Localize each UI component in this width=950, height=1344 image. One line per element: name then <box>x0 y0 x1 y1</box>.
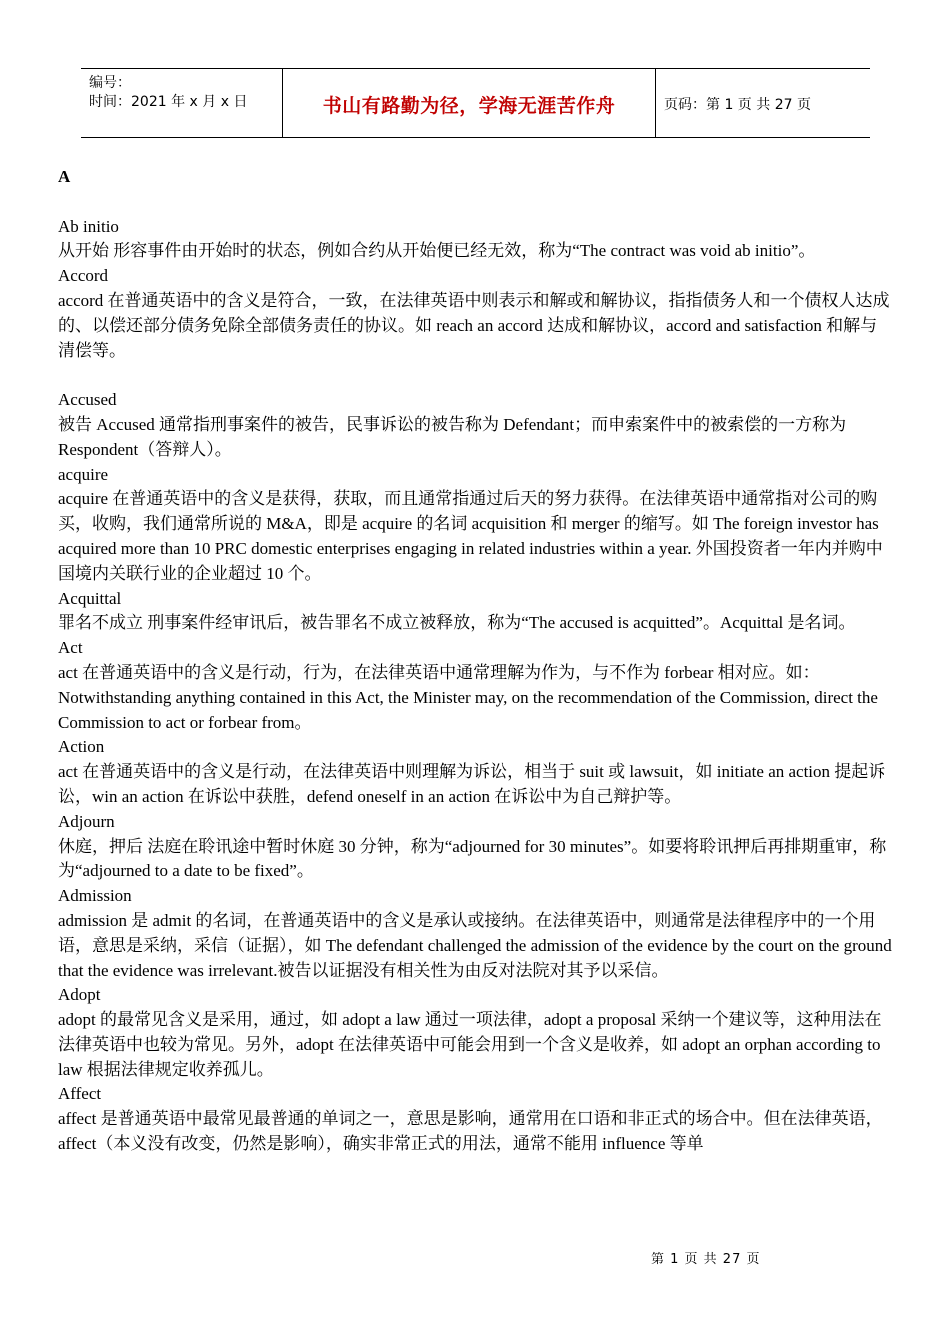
entry-definition: 被告 Accused 通常指刑事案件的被告，民事诉讼的被告称为 Defendant；而申索案件中的被索偿的一方称为 Respondent（答辩人）。 <box>58 414 847 459</box>
entry-term: Accord <box>58 266 109 286</box>
header-right-cell <box>656 69 870 137</box>
page-footer: 第 1 页 共 27 页 <box>651 1252 761 1267</box>
entry-definition: acquire 在普通英语中的含义是获得，获取，而且通常指通过后天的努力获得。在法律英语中通常指对公司的购买，收购，我们通常所说的 M&A，即是 acquire 的名词 acquisition 和 merger 的缩写。如 The foreign investor has acquired more than 10 PRC domestic enterprises engaging in related industries within a year. 外国投资者一年内并购中国境内关联行业的企业超过 10 个。 <box>58 489 883 583</box>
entry-definition: affect 是普通英语中最常见最普通的单词之一，意思是影响，通常用在口语和非正式的场合中。但在法律英语，affect（本义没有改变，仍然是影响），确实非常正式的用法，通常不能用 influence 等单 <box>58 1109 883 1154</box>
entry-term: Acquittal <box>58 588 122 608</box>
entry-term: Adopt <box>58 985 101 1005</box>
document-number-label: 编号： <box>89 75 131 91</box>
document-header <box>81 68 870 138</box>
section-letter: A <box>58 167 71 186</box>
entry-definition: adopt 的最常见含义是采用，通过，如 adopt a law 通过一项法律，adopt a proposal 采纳一个建议等，这种用法在法律英语中也较为常见。另外，adopt 在法律英语中可能会用到一个含义是收养，如 adopt an orphan according to law 根据法律规定收养孤儿。 <box>58 1010 882 1079</box>
entry-term: Act <box>58 638 83 658</box>
document-date: 时间：2021 年 x 月 x 日 <box>89 94 248 110</box>
entry-definition: 罪名不成立 刑事案件经审讯后，被告罪名不成立被释放，称为“The accused is acquitted”。Acquittal 是名词。 <box>58 613 856 633</box>
header-page-info: 页码：第 1 页 共 27 页 <box>664 97 811 113</box>
entry-term: Accused <box>58 390 117 410</box>
header-motto: 书山有路勤为径，学海无涯苦作舟 <box>322 95 616 117</box>
entry-definition: act 在普通英语中的含义是行动，在法律英语中则理解为诉讼，相当于 suit 或 lawsuit，如 initiate an action 提起诉讼，win an action 在诉讼中获胜，defend oneself in an action 在诉讼中为自己辩护等。 <box>58 762 886 806</box>
header-left-cell <box>81 69 281 137</box>
entry-term: acquire <box>58 464 109 484</box>
entry-term: Adjourn <box>58 811 115 831</box>
entry-definition: admission 是 admit 的名词，在普通英语中的含义是承认或接纳。在法律英语中，则通常是法律程序中的一个用语，意思是采纳，采信（证据），如 The defendant challenged the admission of the evidence by the court on the ground that the evidence was irrelevant.被告以证据没有相关性为由反对法院对其予以采信。 <box>58 910 892 980</box>
entry-definition: accord 在普通英语中的含义是符合，一致，在法律英语中则表示和解或和解协议，指指债务人和一个债权人达成的、以偿还部分债务免除全部债务责任的协议。如 reach an accord 达成和解协议，accord and satisfaction 和解与清偿等。 <box>58 290 890 360</box>
entry-term: Ab initio <box>58 216 119 236</box>
glossary-content <box>58 165 894 1157</box>
entry-term: Action <box>58 737 105 757</box>
entry-definition: 休庭，押后 法庭在聆讯途中暂时休庭 30 分钟，称为“adjourned for 30 minutes”。如要将聆讯押后再排期重审，称为“adjourned to a date to be fixed”。 <box>58 836 887 881</box>
entry-definition: 从开始 形容事件由开始时的状态，例如合约从开始便已经无效，称为“The contract was void ab initio”。 <box>58 241 816 261</box>
entry-term: Affect <box>58 1084 102 1104</box>
blank-line <box>58 363 894 388</box>
entry-term: Admission <box>58 886 132 906</box>
entry-definition: act 在普通英语中的含义是行动，行为，在法律英语中通常理解为作为，与不作为 forbear 相对应。如：Notwithstanding anything contained in this Act, the Minister may, on the recommendation of the Commission, direct the Commission to act or forbear from。 <box>58 662 878 732</box>
header-middle-cell <box>282 69 656 137</box>
